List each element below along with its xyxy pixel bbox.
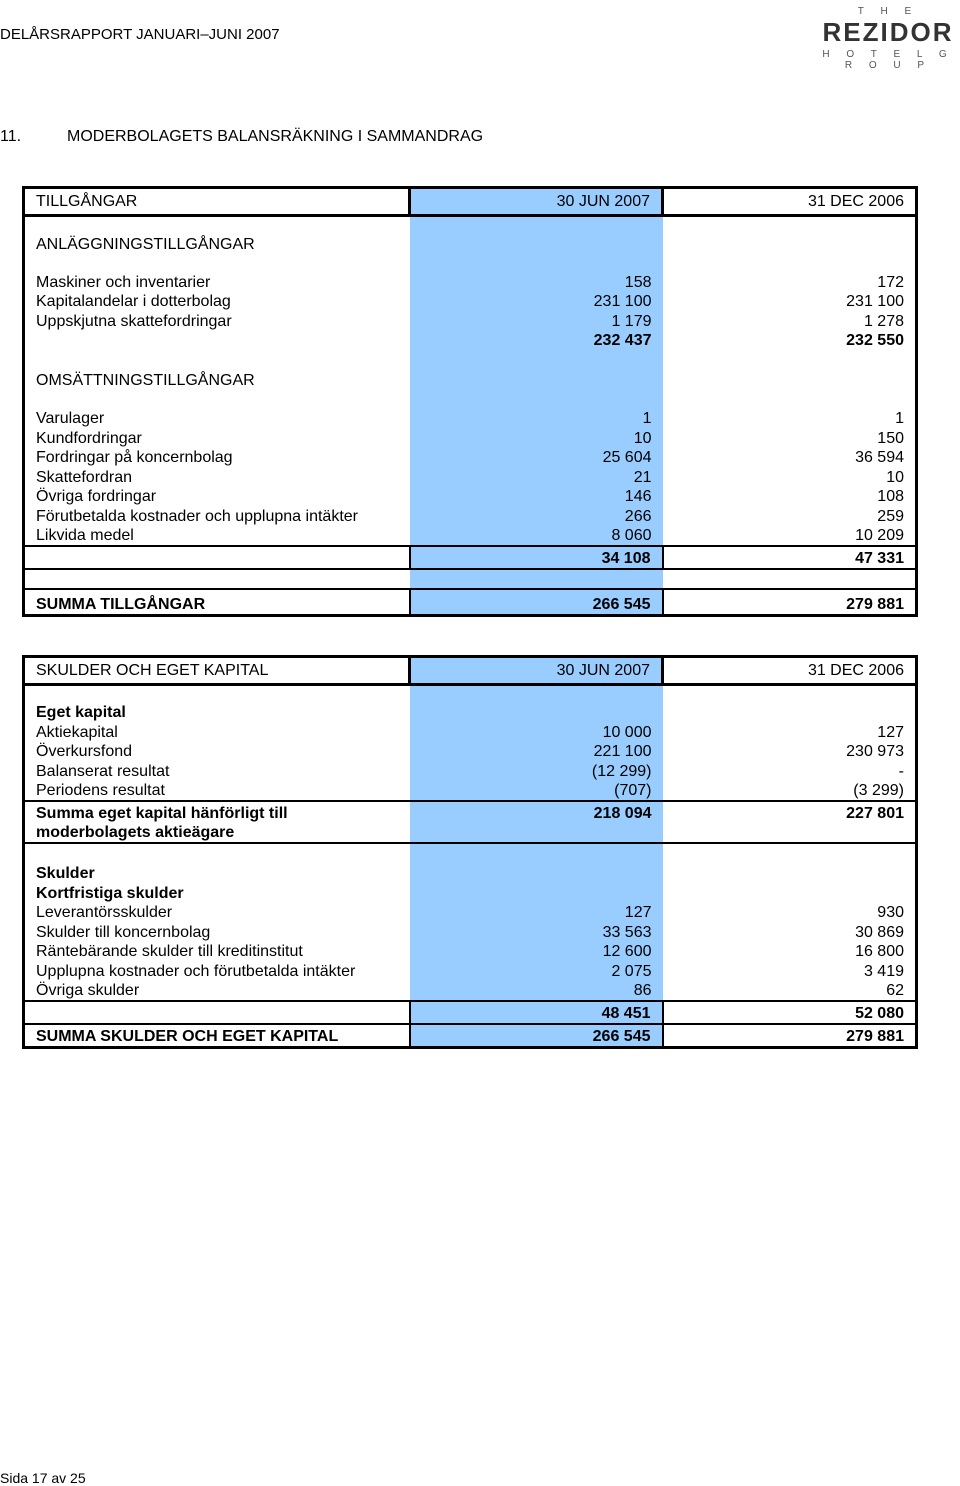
value-2007: 1 — [410, 409, 663, 429]
row-label: moderbolagets aktieägare — [36, 824, 235, 841]
value-2007 — [410, 883, 663, 903]
fixed-assets-total-row — [24, 331, 917, 350]
row-label: OMSÄTTNINGSTILLGÅNGAR — [36, 371, 255, 389]
value-2007: 8 060 — [410, 526, 663, 547]
table-row — [24, 961, 917, 981]
value-2006: 3 419 — [863, 962, 904, 980]
short-term-debt-title-row — [24, 883, 917, 903]
equity-total-row — [24, 801, 917, 823]
row-label — [24, 685, 410, 704]
row-label — [24, 350, 410, 370]
value-2007: 2 075 — [410, 961, 663, 981]
table-row — [24, 722, 917, 742]
value-2007: 86 — [410, 981, 663, 1002]
value-2007: 266 — [410, 506, 663, 526]
value-2007: 221 100 — [410, 742, 663, 762]
value-2007: (12 299) — [410, 761, 663, 781]
row-label: SUMMA SKULDER OCH EGET KAPITAL — [24, 1024, 410, 1048]
value-2007: 34 108 — [410, 546, 663, 569]
value-2006: 1 — [895, 410, 904, 427]
value-2007: (707) — [410, 781, 663, 802]
value-2007: 25 604 — [410, 448, 663, 468]
value-2006: 31 DEC 2006 — [663, 657, 917, 685]
short-term-debt-total-row — [24, 1001, 917, 1024]
row-label — [24, 390, 410, 409]
assets-header-row — [24, 188, 917, 216]
report-header-title: DELÅRSRAPPORT JANUARI–JUNI 2007 — [0, 26, 280, 43]
value-2006: 52 080 — [663, 1001, 917, 1024]
value-2006 — [663, 390, 917, 409]
value-2006: 172 — [877, 273, 904, 291]
spacer-row — [24, 350, 917, 370]
row-label: Övriga skulder — [36, 982, 140, 999]
row-label — [24, 331, 410, 350]
spacer-row — [24, 390, 917, 409]
spacer-row — [24, 254, 917, 272]
table-row — [24, 448, 917, 468]
value-2006: (3 299) — [853, 782, 904, 799]
page-footer: Sida 17 av 25 — [0, 1470, 86, 1486]
value-2006: 31 DEC 2006 — [663, 188, 917, 216]
value-2007: 127 — [410, 903, 663, 923]
row-label: Fordringar på koncernbolag — [36, 449, 233, 466]
row-label: Leverantörsskulder — [36, 904, 173, 921]
value-2007: 30 JUN 2007 — [410, 657, 663, 685]
value-2007: 146 — [410, 487, 663, 507]
value-2007 — [410, 685, 663, 704]
logo-sub: H O T E L G R O U P — [822, 49, 954, 71]
row-label: Varulager — [36, 410, 105, 427]
liabilities-table — [22, 655, 918, 1049]
value-2006 — [663, 883, 917, 903]
table-row — [24, 467, 917, 487]
spacer-row — [24, 216, 917, 235]
row-label: Likvida medel — [36, 527, 134, 544]
sum-assets-row — [24, 589, 917, 616]
row-label: Skulder — [36, 865, 95, 882]
value-2006 — [663, 216, 917, 235]
spacer-row — [24, 569, 917, 589]
value-2007 — [410, 703, 663, 722]
spacer-row — [24, 685, 917, 704]
value-2006: 36 594 — [855, 449, 904, 466]
value-2007: 232 437 — [410, 331, 663, 350]
value-2007: 33 563 — [410, 922, 663, 942]
value-2007 — [410, 864, 663, 883]
value-2006: 10 — [886, 468, 904, 486]
value-2006: 1 278 — [863, 312, 904, 330]
rezidor-logo — [818, 0, 958, 71]
value-2006 — [663, 370, 917, 390]
value-2006 — [663, 703, 917, 722]
value-2007: 10 000 — [410, 722, 663, 742]
equity-title-row — [24, 703, 917, 722]
value-2007 — [410, 350, 663, 370]
value-2007 — [410, 843, 663, 864]
value-2006 — [663, 254, 917, 272]
value-2006: 232 550 — [846, 331, 904, 349]
value-2007 — [410, 569, 663, 589]
table-row — [24, 487, 917, 507]
row-label — [24, 546, 410, 569]
value-2007 — [410, 234, 663, 254]
row-label: TILLGÅNGAR — [24, 188, 410, 216]
row-label: Kortfristiga skulder — [36, 884, 184, 902]
value-2006 — [663, 864, 917, 883]
section-number: 11. — [0, 128, 22, 145]
value-2006: - — [898, 762, 904, 780]
logo-main: REZIDOR — [822, 17, 954, 47]
value-2006: 231 100 — [846, 293, 904, 310]
section-heading — [0, 128, 483, 146]
row-label: Kapitalandelar i dotterbolag — [36, 293, 231, 310]
value-2006 — [663, 234, 917, 254]
value-2007 — [410, 254, 663, 272]
current-assets-title-row — [24, 370, 917, 390]
table-row — [24, 292, 917, 312]
value-2006 — [663, 569, 917, 589]
table-row — [24, 526, 917, 547]
table-row — [24, 761, 917, 781]
value-2006: 150 — [877, 429, 904, 447]
fixed-assets-title-row — [24, 234, 917, 254]
current-assets-total-row — [24, 546, 917, 569]
table-row — [24, 311, 917, 331]
value-2006 — [663, 823, 917, 843]
value-2007 — [410, 216, 663, 235]
value-2007: 10 — [410, 428, 663, 448]
row-label: Överkursfond — [36, 743, 133, 760]
row-label — [24, 216, 410, 235]
value-2007 — [410, 390, 663, 409]
value-2007 — [410, 823, 663, 843]
row-label: Upplupna kostnader och förutbetalda intäkter — [36, 962, 356, 980]
value-2007: 218 094 — [410, 801, 663, 823]
value-2007: 30 JUN 2007 — [410, 188, 663, 216]
row-label — [24, 254, 410, 272]
value-2007: 158 — [410, 272, 663, 292]
row-label — [24, 569, 410, 589]
row-label: Summa eget kapital hänförligt till — [24, 801, 410, 823]
row-label: Kundfordringar — [36, 429, 142, 447]
table-row — [24, 742, 917, 762]
section-title: MODERBOLAGETS BALANSRÄKNING I SAMMANDRAG — [67, 128, 484, 145]
row-label: ANLÄGGNINGSTILLGÅNGAR — [36, 236, 255, 253]
value-2006: 16 800 — [855, 943, 904, 960]
table-row — [24, 272, 917, 292]
value-2006 — [663, 350, 917, 370]
table-row — [24, 781, 917, 802]
value-2007: 266 545 — [410, 1024, 663, 1048]
assets-table — [22, 186, 918, 617]
value-2007 — [410, 370, 663, 390]
table-row — [24, 409, 917, 429]
table-row — [24, 942, 917, 962]
value-2007: 21 — [410, 467, 663, 487]
value-2007: 266 545 — [410, 589, 663, 616]
row-label: Periodens resultat — [36, 782, 165, 799]
value-2006: 227 801 — [663, 801, 917, 823]
row-label: Skulder till koncernbolag — [36, 923, 211, 941]
row-label: Eget kapital — [36, 704, 126, 721]
value-2007: 12 600 — [410, 942, 663, 962]
row-label: SUMMA TILLGÅNGAR — [24, 589, 410, 616]
spacer-row — [24, 843, 917, 864]
value-2006: 279 881 — [663, 589, 917, 616]
row-label: Övriga fordringar — [36, 488, 157, 505]
value-2006: 62 — [886, 982, 904, 999]
value-2006 — [663, 685, 917, 704]
value-2006: 10 209 — [855, 527, 904, 544]
value-2006: 279 881 — [663, 1024, 917, 1048]
value-2007: 231 100 — [410, 292, 663, 312]
value-2006: 259 — [877, 507, 904, 525]
row-label — [24, 1001, 410, 1024]
logo-the: T H E — [857, 6, 919, 17]
value-2006: 930 — [877, 904, 904, 921]
row-label: Balanserat resultat — [36, 762, 170, 780]
value-2006: 108 — [877, 488, 904, 505]
value-2006: 127 — [877, 723, 904, 741]
table-row — [24, 922, 917, 942]
table-row — [24, 903, 917, 923]
value-2006: 47 331 — [663, 546, 917, 569]
sum-liabilities-row — [24, 1024, 917, 1048]
value-2007: 48 451 — [410, 1001, 663, 1024]
row-label: Uppskjutna skattefordringar — [36, 312, 232, 330]
value-2007: 1 179 — [410, 311, 663, 331]
equity-total-row-continued — [24, 823, 917, 843]
row-label: Räntebärande skulder till kreditinstitut — [36, 943, 303, 960]
table-row — [24, 981, 917, 1002]
row-label: SKULDER OCH EGET KAPITAL — [24, 657, 410, 685]
row-label — [24, 843, 410, 864]
row-label: Skattefordran — [36, 468, 133, 486]
debt-title-row — [24, 864, 917, 883]
row-label: Förutbetalda kostnader och upplupna intäkter — [36, 507, 358, 525]
value-2006 — [663, 843, 917, 864]
row-label: Aktiekapital — [36, 723, 118, 741]
table-row — [24, 506, 917, 526]
table-row — [24, 428, 917, 448]
liabilities-header-row — [24, 657, 917, 685]
value-2006: 30 869 — [855, 923, 904, 941]
value-2006: 230 973 — [846, 743, 904, 760]
row-label: Maskiner och inventarier — [36, 273, 211, 291]
